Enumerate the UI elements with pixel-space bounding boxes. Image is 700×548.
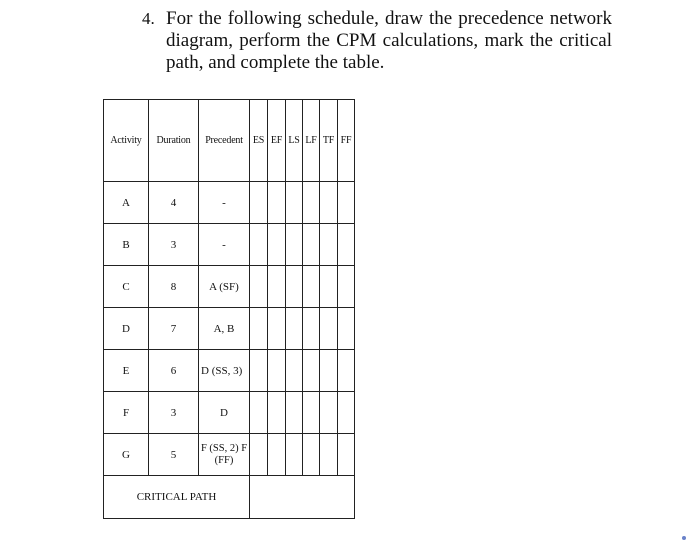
header-duration: Duration — [149, 100, 199, 182]
table-row — [104, 434, 355, 476]
table-row — [104, 392, 355, 434]
ls-cell — [286, 350, 303, 392]
es-cell — [250, 308, 268, 350]
ef-cell — [268, 434, 286, 476]
ef-cell — [268, 392, 286, 434]
question-number: 4. — [142, 9, 155, 28]
lf-cell — [303, 392, 320, 434]
ef-cell — [268, 350, 286, 392]
critical-path-label: CRITICAL PATH — [104, 476, 250, 519]
ls-cell — [286, 308, 303, 350]
duration-cell: 3 — [149, 224, 199, 266]
ef-cell — [268, 308, 286, 350]
tf-cell — [320, 308, 338, 350]
precedent-cell: D (SS, 3) — [199, 350, 250, 392]
lf-cell — [303, 308, 320, 350]
table-header-row — [104, 100, 355, 182]
duration-cell: 8 — [149, 266, 199, 308]
es-cell — [250, 266, 268, 308]
header-ff: FF — [338, 100, 355, 182]
ls-cell — [286, 266, 303, 308]
es-cell — [250, 392, 268, 434]
lf-cell — [303, 224, 320, 266]
duration-cell: 6 — [149, 350, 199, 392]
duration-cell: 4 — [149, 182, 199, 224]
header-precedent: Precedent — [199, 100, 250, 182]
schedule-table — [103, 99, 355, 519]
page-marker-dot — [682, 536, 686, 540]
question — [142, 8, 612, 74]
ff-cell — [338, 308, 355, 350]
ff-cell — [338, 266, 355, 308]
ff-cell — [338, 182, 355, 224]
critical-path-row — [104, 476, 355, 519]
header-activity: Activity — [104, 100, 149, 182]
lf-cell — [303, 266, 320, 308]
duration-cell: 5 — [149, 434, 199, 476]
activity-cell: F — [104, 392, 149, 434]
ff-cell — [338, 350, 355, 392]
header-es: ES — [250, 100, 268, 182]
activity-cell: C — [104, 266, 149, 308]
precedent-cell: A (SF) — [199, 266, 250, 308]
header-ef: EF — [268, 100, 286, 182]
es-cell — [250, 434, 268, 476]
header-ls: LS — [286, 100, 303, 182]
precedent-cell: - — [199, 224, 250, 266]
tf-cell — [320, 350, 338, 392]
activity-cell: A — [104, 182, 149, 224]
es-cell — [250, 350, 268, 392]
table-row — [104, 350, 355, 392]
lf-cell — [303, 434, 320, 476]
critical-path-answer-cell — [250, 476, 355, 519]
header-lf: LF — [303, 100, 320, 182]
ff-cell — [338, 392, 355, 434]
precedent-cell: A, B — [199, 308, 250, 350]
table-row — [104, 308, 355, 350]
ls-cell — [286, 224, 303, 266]
ef-cell — [268, 224, 286, 266]
es-cell — [250, 182, 268, 224]
ls-cell — [286, 434, 303, 476]
ls-cell — [286, 392, 303, 434]
activity-cell: D — [104, 308, 149, 350]
ef-cell — [268, 182, 286, 224]
tf-cell — [320, 266, 338, 308]
lf-cell — [303, 182, 320, 224]
tf-cell — [320, 434, 338, 476]
tf-cell — [320, 224, 338, 266]
duration-cell: 3 — [149, 392, 199, 434]
header-tf: TF — [320, 100, 338, 182]
lf-cell — [303, 350, 320, 392]
table-row — [104, 266, 355, 308]
precedent-cell: D — [199, 392, 250, 434]
tf-cell — [320, 182, 338, 224]
activity-cell: B — [104, 224, 149, 266]
precedent-cell: - — [199, 182, 250, 224]
tf-cell — [320, 392, 338, 434]
activity-cell: G — [104, 434, 149, 476]
activity-cell: E — [104, 350, 149, 392]
precedent-cell: F (SS, 2) F (FF) — [199, 434, 250, 476]
ls-cell — [286, 182, 303, 224]
ff-cell — [338, 224, 355, 266]
table-row — [104, 182, 355, 224]
table-row — [104, 224, 355, 266]
ff-cell — [338, 434, 355, 476]
es-cell — [250, 224, 268, 266]
question-text: For the following schedule, draw the precedence network diagram, perform the CPM calculations, mark the critical path, and complete the table. — [166, 8, 612, 73]
duration-cell: 7 — [149, 308, 199, 350]
ef-cell — [268, 266, 286, 308]
